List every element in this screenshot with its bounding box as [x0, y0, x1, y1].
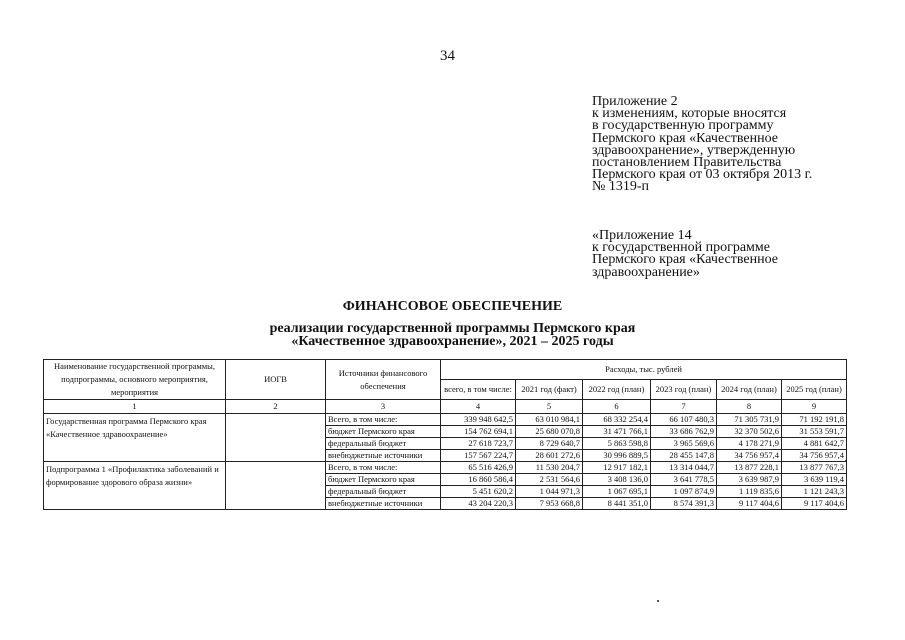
appendix-2-line: Пермского края «Качественное [592, 130, 778, 146]
value-cell: 28 601 272,6 [516, 450, 583, 462]
header-expenses: Расходы, тыс. рублей [441, 360, 847, 380]
value-cell: 9 117 404,6 [717, 498, 782, 510]
iogv-cell [226, 462, 326, 510]
header-2022: 2022 год (план) [583, 380, 651, 400]
scan-speck [657, 600, 659, 602]
financing-table [43, 359, 847, 510]
iogv-cell [226, 414, 326, 462]
value-cell: 157 567 224,7 [441, 450, 516, 462]
value-cell: 13 877 228,1 [717, 462, 782, 474]
subprogram-name: Подпрограмма 1 «Профилактика заболеваний и формирование здорового образа жизни» [44, 462, 226, 510]
value-cell: 25 680 070,8 [516, 426, 583, 438]
header-name: Наименование государственной программы, подпрограммы, основного мероприятия, мероприятия [44, 360, 226, 400]
subtitle-line: «Качественное здравоохранение», 2021 – 2025 годы [291, 334, 614, 349]
header-2021: 2021 год (факт) [516, 380, 583, 400]
column-number: 6 [583, 400, 651, 414]
column-number: 1 [44, 400, 226, 414]
value-cell: 3 639 987,9 [717, 474, 782, 486]
column-number: 7 [651, 400, 717, 414]
value-cell: 1 067 695,1 [583, 486, 651, 498]
column-number: 4 [441, 400, 516, 414]
column-number: 9 [782, 400, 847, 414]
appendix-2-line: № 1319-п [592, 179, 650, 195]
appendix-14-line: к государственной программе [592, 240, 770, 256]
appendix-2-line: к изменениям, которые вносятся [592, 106, 787, 122]
source-cell: бюджет Пермского края [326, 474, 441, 486]
value-cell: 1 121 243,3 [782, 486, 847, 498]
source-cell: Всего, в том числе: [326, 462, 441, 474]
header-2025: 2025 год (план) [782, 380, 847, 400]
column-number: 2 [226, 400, 326, 414]
value-cell: 9 117 404,6 [782, 498, 847, 510]
header-iogv: ИОГВ [226, 360, 326, 400]
value-cell: 31 553 591,7 [782, 426, 847, 438]
appendix-2-line: Приложение 2 [592, 94, 678, 109]
source-cell: федеральный бюджет [326, 438, 441, 450]
appendix-2-line: здравоохранение», утвержденную [592, 142, 796, 158]
value-cell: 5 451 620,2 [441, 486, 516, 498]
appendix-14-block [592, 230, 778, 279]
program-name: Государственная программа Пермского края «Качественное здравоохранение» [44, 414, 226, 462]
value-cell: 154 762 694,1 [441, 426, 516, 438]
value-cell: 8 729 640,7 [516, 438, 583, 450]
value-cell: 3 408 136,0 [583, 474, 651, 486]
value-cell: 13 314 044,7 [651, 462, 717, 474]
appendix-14-line: Пермского края «Качественное [592, 252, 778, 268]
appendix-14-line: здравоохранение» [592, 264, 700, 280]
value-cell: 4 881 642,7 [782, 438, 847, 450]
value-cell: 31 471 766,1 [583, 426, 651, 438]
column-number: 8 [717, 400, 782, 414]
value-cell: 71 305 731,9 [717, 414, 782, 426]
value-cell: 8 574 391,3 [651, 498, 717, 510]
header-2024: 2024 год (план) [717, 380, 782, 400]
value-cell: 1 097 874,9 [651, 486, 717, 498]
value-cell: 7 953 668,8 [516, 498, 583, 510]
source-cell: внебюджетные источники [326, 498, 441, 510]
source-cell: Всего, в том числе: [326, 414, 441, 426]
source-cell: федеральный бюджет [326, 486, 441, 498]
value-cell: 3 965 569,6 [651, 438, 717, 450]
document-subtitle [0, 322, 905, 348]
value-cell: 30 996 889,5 [583, 450, 651, 462]
value-cell: 65 516 426,9 [441, 462, 516, 474]
value-cell: 32 370 502,6 [717, 426, 782, 438]
value-cell: 63 010 984,1 [516, 414, 583, 426]
appendix-2-line: постановлением Правительства [592, 155, 782, 171]
value-cell: 66 107 480,3 [651, 414, 717, 426]
subtitle-line: реализации государственной программы Пермского края [269, 321, 636, 336]
document-title: ФИНАНСОВОЕ ОБЕСПЕЧЕНИЕ [342, 299, 563, 314]
appendix-14-line: «Приложение 14 [592, 228, 692, 243]
header-sources: Источники финансового обеспечения [326, 360, 441, 400]
appendix-2-line: Пермского края от 03 октября 2013 г. [592, 167, 813, 183]
value-cell: 16 860 586,4 [441, 474, 516, 486]
value-cell: 1 119 835,6 [717, 486, 782, 498]
table-row [44, 414, 847, 426]
value-cell: 1 044 971,3 [516, 486, 583, 498]
column-number: 3 [326, 400, 441, 414]
value-cell: 33 686 762,9 [651, 426, 717, 438]
value-cell: 3 639 119,4 [782, 474, 847, 486]
value-cell: 3 641 778,5 [651, 474, 717, 486]
value-cell: 2 531 564,6 [516, 474, 583, 486]
column-number: 5 [516, 400, 583, 414]
value-cell: 339 948 642,5 [441, 414, 516, 426]
appendix-2-block [592, 96, 812, 194]
value-cell: 13 877 767,3 [782, 462, 847, 474]
page-number: 34 [440, 48, 455, 64]
appendix-2-line: в государственную программу [592, 118, 774, 134]
value-cell: 28 455 147,8 [651, 450, 717, 462]
table-row [44, 462, 847, 474]
value-cell: 71 192 191,8 [782, 414, 847, 426]
header-2023: 2023 год (план) [651, 380, 717, 400]
header-total: всего, в том числе: [441, 380, 516, 400]
source-cell: бюджет Пермского края [326, 426, 441, 438]
value-cell: 5 863 598,8 [583, 438, 651, 450]
value-cell: 8 441 351,0 [583, 498, 651, 510]
source-cell: внебюджетные источники [326, 450, 441, 462]
value-cell: 43 204 220,3 [441, 498, 516, 510]
value-cell: 27 618 723,7 [441, 438, 516, 450]
scan-speck [845, 460, 846, 461]
value-cell: 4 178 271,9 [717, 438, 782, 450]
value-cell: 12 917 182,1 [583, 462, 651, 474]
value-cell: 68 332 254,4 [583, 414, 651, 426]
value-cell: 34 756 957,4 [717, 450, 782, 462]
value-cell: 11 530 204,7 [516, 462, 583, 474]
value-cell: 34 756 957,4 [782, 450, 847, 462]
